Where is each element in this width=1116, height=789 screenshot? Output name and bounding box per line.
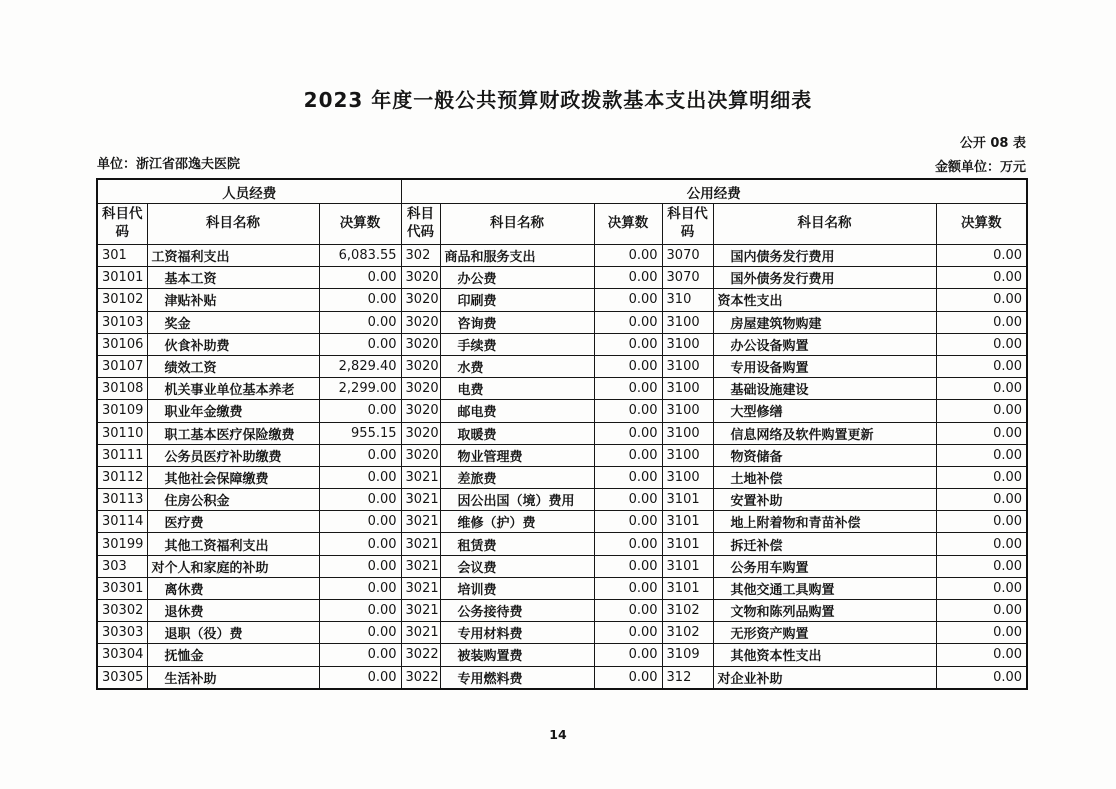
subject-name-cell: 职工基本医疗保险缴费 [147,422,319,444]
subject-code-cell: 30113 [97,489,147,511]
subject-code-cell: 3101 [662,577,713,599]
subject-code-cell: 3020 [401,355,440,377]
subject-code-cell: 3020 [401,289,440,311]
subject-name-cell: 奖金 [147,311,319,333]
subject-name-cell: 职业年金缴费 [147,400,319,422]
subject-name-cell: 培训费 [440,577,594,599]
final-amount-cell: 0.00 [594,333,662,355]
final-amount-cell: 0.00 [594,533,662,555]
col-header-subject-name-1: 科目名称 [147,204,319,245]
final-amount-cell: 0.00 [594,378,662,400]
subject-code-cell: 303 [97,555,147,577]
final-amount-cell: 0.00 [319,577,401,599]
final-amount-cell: 0.00 [319,444,401,466]
subject-code-cell: 30303 [97,622,147,644]
subject-code-cell: 30302 [97,600,147,622]
final-amount-cell: 0.00 [936,245,1027,267]
column-header-row [97,204,1027,245]
final-amount-cell: 0.00 [319,400,401,422]
subject-name-cell: 绩效工资 [147,355,319,377]
subject-name-cell: 信息网络及软件购置更新 [713,422,936,444]
table-row [97,311,1027,333]
subject-name-cell: 基本工资 [147,267,319,289]
col-header-final-amount-1: 决算数 [319,204,401,245]
subject-name-cell: 专用设备购置 [713,355,936,377]
subject-code-cell: 3020 [401,422,440,444]
subject-name-cell: 被装购置费 [440,644,594,666]
subject-code-cell: 3109 [662,644,713,666]
final-amount-cell: 0.00 [594,289,662,311]
subject-code-cell: 3100 [662,333,713,355]
subject-code-cell: 310 [662,289,713,311]
final-amount-cell: 0.00 [936,355,1027,377]
subject-code-cell: 3070 [662,245,713,267]
subject-name-cell: 物资储备 [713,444,936,466]
final-amount-cell: 0.00 [936,644,1027,666]
col-header-subject-code-1: 科目代码 [97,204,147,245]
subject-name-cell: 维修（护）费 [440,511,594,533]
final-amount-cell: 0.00 [594,311,662,333]
subject-name-cell: 专用燃料费 [440,666,594,689]
table-row [97,289,1027,311]
subject-name-cell: 住房公积金 [147,489,319,511]
subject-name-cell: 拆迁补偿 [713,533,936,555]
subject-name-cell: 医疗费 [147,511,319,533]
subject-name-cell: 水费 [440,355,594,377]
expenditure-table [96,178,1028,690]
final-amount-cell: 0.00 [594,644,662,666]
final-amount-cell: 0.00 [594,577,662,599]
subject-name-cell: 专用材料费 [440,622,594,644]
subject-code-cell: 30106 [97,333,147,355]
subject-name-cell: 手续费 [440,333,594,355]
group-header-row [97,179,1027,204]
final-amount-cell: 0.00 [319,333,401,355]
subject-name-cell: 办公费 [440,267,594,289]
subject-name-cell: 文物和陈列品购置 [713,600,936,622]
subject-code-cell: 3100 [662,422,713,444]
table-row [97,666,1027,689]
final-amount-cell: 0.00 [936,555,1027,577]
subject-code-cell: 3101 [662,555,713,577]
final-amount-cell: 6,083.55 [319,245,401,267]
subject-name-cell: 机关事业单位基本养老 [147,378,319,400]
col-header-final-amount-3: 决算数 [936,204,1027,245]
subject-name-cell: 国内债务发行费用 [713,245,936,267]
final-amount-cell: 0.00 [936,333,1027,355]
subject-name-cell: 其他交通工具购置 [713,577,936,599]
table-row [97,533,1027,555]
subject-code-cell: 3101 [662,533,713,555]
subject-code-cell: 30110 [97,422,147,444]
subject-code-cell: 3021 [401,466,440,488]
subject-code-cell: 3021 [401,511,440,533]
table-row [97,555,1027,577]
subject-code-cell: 3022 [401,666,440,689]
subject-name-cell: 印刷费 [440,289,594,311]
subject-name-cell: 咨询费 [440,311,594,333]
subject-name-cell: 办公设备购置 [713,333,936,355]
final-amount-cell: 0.00 [319,666,401,689]
group-header-personnel: 人员经费 [97,179,401,204]
subject-name-cell: 其他工资福利支出 [147,533,319,555]
subject-name-cell: 大型修缮 [713,400,936,422]
final-amount-cell: 0.00 [594,622,662,644]
subject-name-cell: 安置补助 [713,489,936,511]
final-amount-cell: 0.00 [936,489,1027,511]
subject-code-cell: 30107 [97,355,147,377]
group-header-public: 公用经费 [401,179,1027,204]
final-amount-cell: 0.00 [319,511,401,533]
subject-name-cell: 物业管理费 [440,444,594,466]
table-row [97,489,1027,511]
page-number: 14 [549,727,567,742]
table-row [97,511,1027,533]
final-amount-cell: 0.00 [594,600,662,622]
subject-code-cell: 30111 [97,444,147,466]
final-amount-cell: 0.00 [594,267,662,289]
subject-name-cell: 抚恤金 [147,644,319,666]
final-amount-cell: 0.00 [594,666,662,689]
subject-code-cell: 30301 [97,577,147,599]
subject-name-cell: 资本性支出 [713,289,936,311]
subject-code-cell: 3102 [662,622,713,644]
final-amount-cell: 0.00 [936,666,1027,689]
subject-code-cell: 3020 [401,333,440,355]
subject-code-cell: 3021 [401,622,440,644]
subject-code-cell: 3021 [401,577,440,599]
subject-name-cell: 退职（役）费 [147,622,319,644]
table-row [97,644,1027,666]
final-amount-cell: 0.00 [319,489,401,511]
subject-code-cell: 3020 [401,267,440,289]
final-amount-cell: 0.00 [594,245,662,267]
final-amount-cell: 0.00 [594,489,662,511]
amount-unit-label: 金额单位：万元 [934,160,1026,175]
subject-code-cell: 3021 [401,533,440,555]
table-row [97,355,1027,377]
subject-name-cell: 津贴补贴 [147,289,319,311]
subject-name-cell: 房屋建筑物购建 [713,311,936,333]
final-amount-cell: 0.00 [594,422,662,444]
subject-code-cell: 3101 [662,511,713,533]
subject-code-cell: 3100 [662,444,713,466]
final-amount-cell: 0.00 [936,267,1027,289]
subject-name-cell: 离休费 [147,577,319,599]
final-amount-cell: 0.00 [319,267,401,289]
col-header-final-amount-2: 决算数 [594,204,662,245]
col-header-subject-code-3: 科目代码 [662,204,713,245]
subject-name-cell: 其他社会保障缴费 [147,466,319,488]
subject-name-cell: 公务接待费 [440,600,594,622]
final-amount-cell: 0.00 [319,644,401,666]
table-row [97,466,1027,488]
table-row [97,600,1027,622]
table-row [97,444,1027,466]
subject-code-cell: 30112 [97,466,147,488]
subject-name-cell: 土地补偿 [713,466,936,488]
table-row [97,577,1027,599]
final-amount-cell: 0.00 [319,466,401,488]
final-amount-cell: 0.00 [319,289,401,311]
subject-name-cell: 邮电费 [440,400,594,422]
final-amount-cell: 0.00 [936,422,1027,444]
final-amount-cell: 0.00 [594,555,662,577]
table-number-label: 公开 08 表 [959,136,1026,151]
subject-name-cell: 商品和服务支出 [440,245,594,267]
final-amount-cell: 0.00 [319,600,401,622]
subject-name-cell: 生活补助 [147,666,319,689]
final-amount-cell: 0.00 [936,466,1027,488]
subject-name-cell: 伙食补助费 [147,333,319,355]
table-row [97,245,1027,267]
final-amount-cell: 0.00 [936,622,1027,644]
final-amount-cell: 0.00 [594,400,662,422]
table-row [97,333,1027,355]
subject-code-cell: 302 [401,245,440,267]
subject-code-cell: 3020 [401,378,440,400]
subject-code-cell: 30304 [97,644,147,666]
subject-name-cell: 对企业补助 [713,666,936,689]
subject-code-cell: 3021 [401,600,440,622]
subject-name-cell: 电费 [440,378,594,400]
table-row [97,422,1027,444]
subject-code-cell: 301 [97,245,147,267]
final-amount-cell: 0.00 [319,622,401,644]
final-amount-cell: 0.00 [936,400,1027,422]
subject-code-cell: 30199 [97,533,147,555]
final-amount-cell: 2,829.40 [319,355,401,377]
subject-name-cell: 公务员医疗补助缴费 [147,444,319,466]
subject-code-cell: 30109 [97,400,147,422]
subject-code-cell: 3100 [662,400,713,422]
subject-name-cell: 租赁费 [440,533,594,555]
subject-code-cell: 3070 [662,267,713,289]
subject-name-cell: 会议费 [440,555,594,577]
final-amount-cell: 955.15 [319,422,401,444]
subject-name-cell: 取暖费 [440,422,594,444]
final-amount-cell: 0.00 [936,511,1027,533]
subject-code-cell: 30102 [97,289,147,311]
final-amount-cell: 0.00 [936,289,1027,311]
final-amount-cell: 0.00 [594,466,662,488]
final-amount-cell: 0.00 [936,378,1027,400]
table-row [97,400,1027,422]
final-amount-cell: 0.00 [319,555,401,577]
table-body [97,245,1027,689]
subject-code-cell: 3101 [662,489,713,511]
subject-code-cell: 3102 [662,600,713,622]
subject-name-cell: 地上附着物和青苗补偿 [713,511,936,533]
subject-code-cell: 3100 [662,466,713,488]
unit-label: 单位：浙江省邵逸夫医院 [97,157,241,172]
table-row [97,378,1027,400]
subject-code-cell: 30305 [97,666,147,689]
subject-code-cell: 312 [662,666,713,689]
subject-name-cell: 公务用车购置 [713,555,936,577]
table-row [97,267,1027,289]
subject-code-cell: 30101 [97,267,147,289]
subject-name-cell: 工资福利支出 [147,245,319,267]
subject-code-cell: 3022 [401,644,440,666]
subject-code-cell: 3020 [401,444,440,466]
subject-name-cell: 退休费 [147,600,319,622]
final-amount-cell: 0.00 [594,444,662,466]
final-amount-cell: 0.00 [936,444,1027,466]
subject-code-cell: 3100 [662,355,713,377]
final-amount-cell: 0.00 [936,577,1027,599]
final-amount-cell: 0.00 [936,311,1027,333]
subject-code-cell: 30114 [97,511,147,533]
final-amount-cell: 0.00 [594,355,662,377]
subject-name-cell: 对个人和家庭的补助 [147,555,319,577]
final-amount-cell: 0.00 [594,511,662,533]
subject-code-cell: 3100 [662,378,713,400]
final-amount-cell: 0.00 [319,533,401,555]
final-amount-cell: 2,299.00 [319,378,401,400]
subject-name-cell: 基础设施建设 [713,378,936,400]
final-amount-cell: 0.00 [319,311,401,333]
subject-code-cell: 3020 [401,400,440,422]
col-header-subject-code-2: 科目代码 [401,204,440,245]
subject-code-cell: 30108 [97,378,147,400]
final-amount-cell: 0.00 [936,600,1027,622]
subject-name-cell: 国外债务发行费用 [713,267,936,289]
final-amount-cell: 0.00 [936,533,1027,555]
table-row [97,622,1027,644]
subject-name-cell: 差旅费 [440,466,594,488]
subject-code-cell: 3100 [662,311,713,333]
subject-name-cell: 其他资本性支出 [713,644,936,666]
col-header-subject-name-2: 科目名称 [440,204,594,245]
subject-name-cell: 因公出国（境）费用 [440,489,594,511]
subject-code-cell: 3020 [401,311,440,333]
subject-code-cell: 30103 [97,311,147,333]
page-title: 2023 年度一般公共预算财政拨款基本支出决算明细表 [303,88,813,112]
subject-name-cell: 无形资产购置 [713,622,936,644]
col-header-subject-name-3: 科目名称 [713,204,936,245]
subject-code-cell: 3021 [401,489,440,511]
subject-code-cell: 3021 [401,555,440,577]
